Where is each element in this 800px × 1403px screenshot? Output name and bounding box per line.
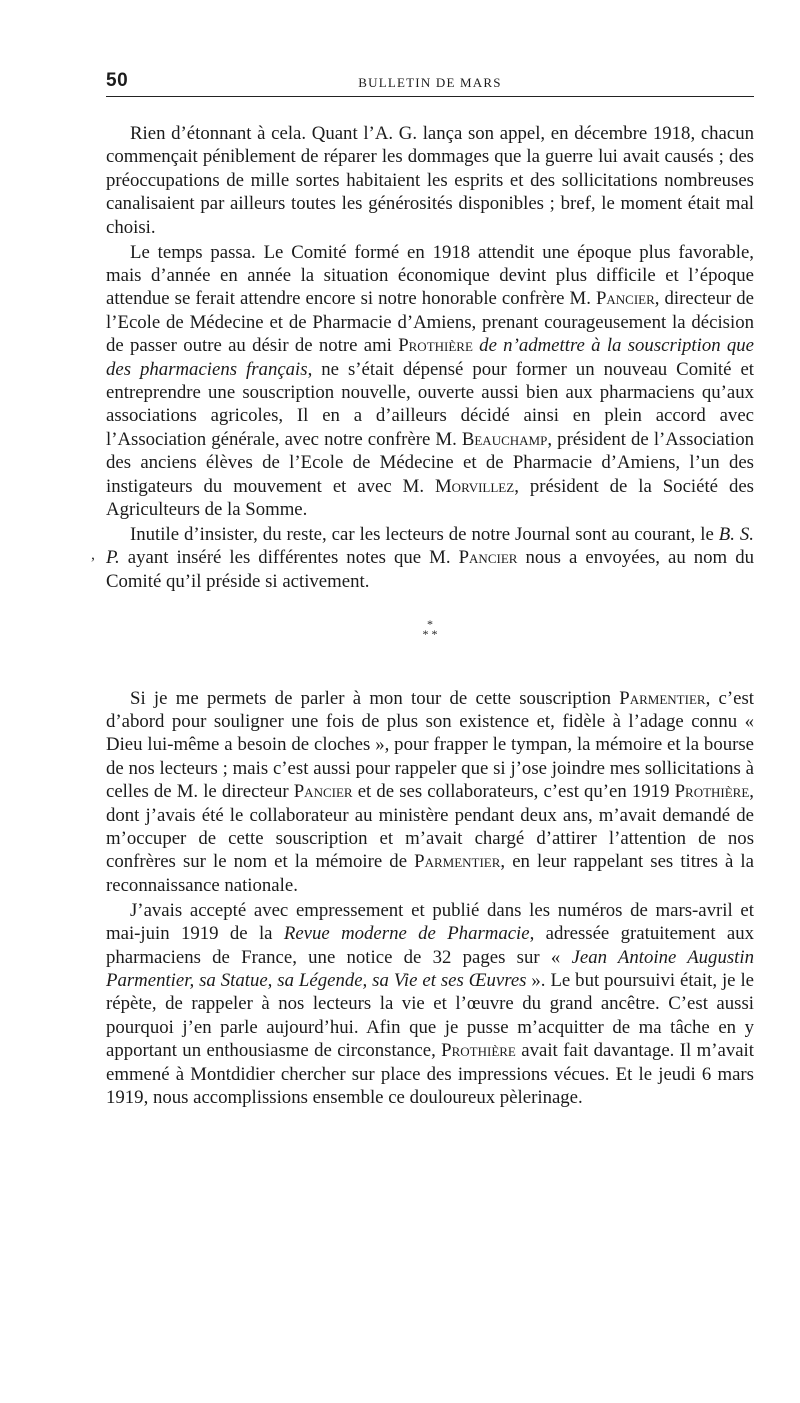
paragraph-2: Le temps passa. Le Comité formé en 1918 attendit une époque plus favorable, mais d’année en année la situation économique devint plus difficile et l’époque attendue se ferait attendre encore si notre honorable confrère M. Pancier, directeur de l’Ecole de Médecine et de Pharmacie d’Amiens, prenant courageusement la décision de passer outre au désir de notre ami Prothière de n’admettre à la souscription que des pharmaciens français, ne s’était dépensé pour former un nouveau Comité et entreprendre une souscription nouvelle, ouverte aussi bien aux pharmaciens qu’aux associations agricoles, Il en a d’ailleurs décidé ainsi en plein accord avec l’Association générale, avec notre confrère M. Beauchamp, président de l’Association des anciens élèves de l’Ecole de Médecine et de Pharmacie d’Amiens, l’un des instigateurs du mouvement et avec M. Morvillez, président de la Société des Agriculteurs de la Somme. (106, 241, 755, 520)
article-body (106, 122, 754, 1111)
name-parmentier: Parmentier (414, 851, 501, 873)
name-prothiere: Prothière (674, 781, 750, 803)
paragraph-4: Si je me permets de parler à mon tour de cette souscription Parmentier, c’est d’abord pour souligner une fois de plus son existence et, fidèle à l’adage connu « Dieu lui-même a besoin de cloches », pour frapper le tympan, la mémoire et la bourse de nos lecteurs ; mais c’est aussi pour rappeler que si j’ose joindre mes sollicitations à celles de M. le directeur Pancier et de ses collaborateurs, c’est qu’en 1919 Prothière, dont j’avais été le collaborateur au ministère pendant deux ans, m’avait demandé de m’occuper de cette souscription et m’avait chargé d’attirer l’attention de nos confrères sur le nom et la mémoire de Parmentier, en leur rappelant ses titres à la reconnaissance nationale. (106, 687, 754, 896)
name-pancier: Pancier (458, 547, 518, 569)
asterism-bottom: * * (422, 626, 438, 641)
name-morvillez: Morvillez (434, 475, 515, 497)
paragraph-5: J’avais accepté avec empressement et publié dans les numéros de mars-avril et mai-juin 1919 de la Revue moderne de Pharmacie, adressée gratuitement aux pharmaciens de France, une notice de 32 pages sur « Jean Antoine Augustin Parmentier, sa Statue, sa Légende, sa Vie et ses Œuvres ». Le but poursuivi était, je le répète, de rappeler à nos lecteurs la vie et l’œuvre du grand ancêtre. C’est aussi pourquoi j’en parle aujourd’hui. Afin que je pusse m’acquitter de ma tâche en y apportant un enthousiasme de circonstance, Prothière avait fait davantage. Il m’avait emmené à Montdidier chercher sur place des impressions vécues. Et le jeudi 6 mars 1919, nous accomplissions ensemble ce douloureux pèlerinage. (106, 899, 755, 1109)
notice-title: Jean Antoine Augustin Parmentier, sa Statue, sa Légende, sa Vie et ses Œuvres (106, 946, 754, 991)
name-parmentier: Parmentier (619, 687, 706, 709)
paragraph-1: Rien d’étonnant à cela. Quant l’A. G. lança son appel, en décembre 1918, chacun commençait péniblement de réparer les dommages que la guerre lui avait causés ; des préoccupations de mille sortes habitaient les esprits et des sollicitations nombreuses canalisaient par ailleurs toutes les générosités disponibles ; bref, le moment était mal choisi. (106, 123, 754, 238)
page-number: 50 (106, 70, 129, 91)
page-header (106, 70, 754, 97)
name-pancier: Pancier (595, 288, 655, 310)
margin-mark: , (91, 546, 95, 563)
journal-abbrev: B. S. P. (106, 523, 754, 569)
name-prothiere: Prothière (441, 1040, 516, 1062)
paragraph-3: Inutile d’insister, du reste, car les lecteurs de notre Journal sont au courant, le B. S. P. ayant inséré les différentes notes que M. Pancier nous a envoyées, au nom du Comité qu’il préside si activement. (106, 523, 754, 592)
asterism-divider (106, 595, 754, 687)
italic-quote: de n’admettre à la souscription que des pharmaciens français (106, 335, 754, 380)
name-beauchamp: Beauchamp (461, 428, 548, 450)
revue-title: Revue moderne de Pharmacie (283, 923, 530, 945)
asterism-top: * (427, 616, 433, 631)
name-prothiere: Prothière (398, 335, 473, 357)
name-pancier: Pancier (293, 781, 353, 803)
running-title: BULLETIN DE MARS (358, 75, 502, 90)
